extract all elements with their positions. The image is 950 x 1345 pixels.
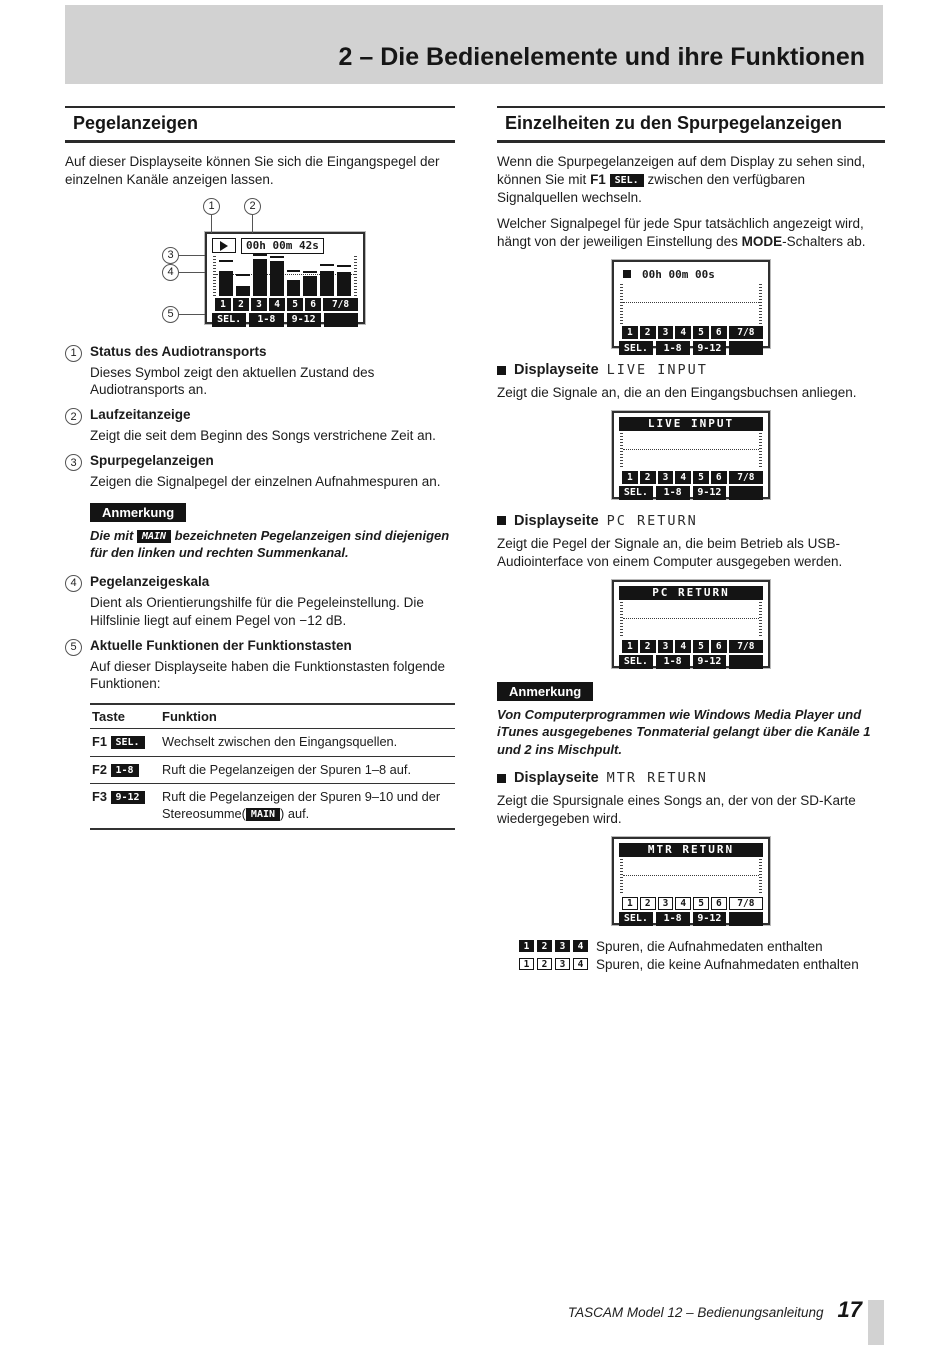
item-title: Status des Audiotransports xyxy=(90,343,267,359)
function-key-labels xyxy=(619,341,763,355)
note-box xyxy=(497,682,885,759)
main-badge: MAIN xyxy=(137,530,171,543)
list-item-2 xyxy=(65,407,455,445)
meter-scale-left xyxy=(620,433,623,469)
meter-bar xyxy=(287,256,301,296)
repeated-label: 1-8 xyxy=(249,313,283,327)
p1-seg1: Wenn die Spurpegelanzeigen auf dem Display zu sehen sind, können Sie mit xyxy=(497,154,866,187)
callout-line-1 xyxy=(211,215,212,233)
repeated-label: 1-8 xyxy=(656,655,690,669)
repeated-label: 1 xyxy=(622,471,638,484)
legend-recorded xyxy=(519,939,885,954)
minus12db-line xyxy=(623,302,759,303)
lcd-title: MTR RETURN xyxy=(619,843,763,857)
black-square-icon xyxy=(497,774,506,783)
track-badges-filled xyxy=(519,940,588,952)
meter-area xyxy=(620,859,762,895)
note-label: Anmerkung xyxy=(90,503,186,522)
p2-seg1: Welcher Signalpegel für jede Spur tatsächlich angezeigt wird, hängt von der jeweiligen Einstellung des xyxy=(497,216,864,250)
fkey-function-seg1: Ruft die Pegelanzeigen der Spuren 9–10 und der Stereosumme( xyxy=(162,789,441,822)
note-text xyxy=(90,527,455,562)
elapsed-time: 00h 00m 42s xyxy=(241,238,324,254)
channel-labels-outline xyxy=(622,897,763,910)
track-badges-outline xyxy=(519,958,588,970)
meter-bar xyxy=(303,256,317,296)
main-badge: MAIN xyxy=(246,808,280,821)
repeated-label: 1-8 xyxy=(656,486,690,500)
callout-line-4 xyxy=(179,272,205,273)
sel-badge: SEL. xyxy=(610,174,644,187)
meter-bar xyxy=(236,256,250,296)
callout-line-5 xyxy=(179,314,205,315)
fkey-name: F3 xyxy=(92,789,107,805)
section-title: Pegelanzeigen xyxy=(73,113,199,133)
repeated-label: 9-12 xyxy=(287,313,321,327)
item-number: 5 xyxy=(65,639,82,656)
repeated-label: 3 xyxy=(555,940,570,952)
repeated-label: 1 xyxy=(215,298,231,311)
display-page-name: PC RETURN xyxy=(606,512,698,529)
live-input-body: Zeigt die Signale an, die an den Eingangsbuchsen anliegen. xyxy=(497,385,857,401)
lcd-screen-stopped xyxy=(612,260,770,354)
legend-text: Spuren, die keine Aufnahmedaten enthalten xyxy=(596,956,859,972)
repeated-label: 6 xyxy=(305,298,321,311)
table-row xyxy=(90,756,455,784)
repeated-label: 3 xyxy=(658,897,674,910)
repeated-label: 3 xyxy=(251,298,267,311)
repeated-label: 4 xyxy=(675,897,691,910)
subheading-live-input xyxy=(497,362,885,378)
meter-scale-right xyxy=(759,859,762,895)
meter-scale-right xyxy=(759,433,762,469)
page-footer xyxy=(568,1297,862,1323)
meter-scale-left xyxy=(620,859,623,895)
repeated-label: 7/8 xyxy=(323,298,358,311)
display-page-name: MTR RETURN xyxy=(606,770,708,787)
p1-seg2: zwischen den verfügbaren Signalquellen wechseln. xyxy=(497,171,806,205)
meter-bar xyxy=(253,256,267,296)
meter-bar xyxy=(270,256,284,296)
item-body: Zeigen die Signalpegel der einzelnen Aufnahmespuren an. xyxy=(90,474,441,490)
mtr-return-body: Zeigt die Spursignale eines Songs an, der von der SD-Karte wiedergegeben wird. xyxy=(497,793,856,826)
meter-bar xyxy=(337,256,351,296)
stop-icon xyxy=(623,270,631,278)
chapter-edge-tab xyxy=(868,1300,884,1345)
play-icon xyxy=(220,241,228,251)
repeated-label: SEL. xyxy=(619,341,653,355)
repeated-label: SEL. xyxy=(619,655,653,669)
function-key-labels xyxy=(619,655,763,669)
repeated-label: 1 xyxy=(519,958,534,970)
repeated-label: 6 xyxy=(711,326,727,339)
note-box xyxy=(90,503,455,562)
p2-mode: MODE xyxy=(741,234,783,250)
elapsed-time: 00h 00m 00s xyxy=(642,267,715,281)
note-text: Von Computerprogrammen wie Windows Media Player und iTunes ausgegebenes Tonmaterial gelangt über die Kanäle 1 und 2 ins Mischpult. xyxy=(497,706,871,757)
table-header-funktion: Funktion xyxy=(160,704,455,729)
meter-area xyxy=(213,256,357,296)
fkey-function-seg2: ) auf. xyxy=(280,806,310,822)
item-title: Pegelanzeigeskala xyxy=(90,573,210,589)
repeated-label: 9-12 xyxy=(693,341,727,355)
repeated-label: 2 xyxy=(233,298,249,311)
repeated-label: 7/8 xyxy=(729,326,763,339)
repeated-label: 7/8 xyxy=(729,897,763,910)
list-item-1 xyxy=(65,344,455,400)
range-9-12-badge: 9-12 xyxy=(111,791,145,804)
repeated-label: 9-12 xyxy=(693,486,727,500)
repeated-label: 4 xyxy=(675,471,691,484)
callout-line-3 xyxy=(179,255,205,256)
note-text-seg2: bezeichneten Pegelanzeigen sind diejenigen für den linken und rechten Summenkanal. xyxy=(90,527,450,561)
repeated-label: 5 xyxy=(287,298,303,311)
fkey-function: Wechselt zwischen den Eingangsquellen. xyxy=(160,729,455,757)
repeated-label: 5 xyxy=(693,897,709,910)
list-item-4 xyxy=(65,574,455,630)
section-heading-einzelheiten xyxy=(497,106,885,143)
repeated-label: 1 xyxy=(519,940,534,952)
subheading-label: Displayseite xyxy=(514,770,599,787)
minus12db-line xyxy=(623,449,759,450)
range-1-8-badge: 1-8 xyxy=(111,764,139,777)
paragraph-2 xyxy=(497,215,885,251)
section-heading-pegelanzeigen xyxy=(65,106,455,143)
item-number: 2 xyxy=(65,408,82,425)
lcd-screen-pc-return xyxy=(612,580,770,668)
item-body: Dient als Orientierungshilfe für die Pegeleinstellung. Die Hilfslinie liegt auf einem Pegel von −12 dB. xyxy=(90,594,424,628)
repeated-label: 5 xyxy=(693,326,709,339)
item-body: Dieses Symbol zeigt den aktuellen Zustand des Audiotransports an. xyxy=(90,364,375,398)
channel-labels xyxy=(215,298,358,311)
repeated-label xyxy=(324,313,358,327)
repeated-label: 1 xyxy=(622,326,638,339)
display-page-name: LIVE INPUT xyxy=(606,362,708,379)
function-key-table xyxy=(90,703,455,830)
list-item-3 xyxy=(65,453,455,491)
function-key-labels xyxy=(619,912,763,926)
function-key-labels xyxy=(212,313,358,327)
subheading-label: Displayseite xyxy=(514,512,599,529)
pc-return-body: Zeigt die Pegel der Signale an, die beim Betrieb als USB-Audiointerface von einem Computer ausgegeben werden. xyxy=(497,535,843,569)
repeated-label: 1 xyxy=(622,897,638,910)
fkey-function xyxy=(160,784,455,829)
item-body: Zeigt die seit dem Beginn des Songs verstrichene Zeit an. xyxy=(90,428,436,444)
repeated-label: SEL. xyxy=(619,912,653,926)
item-number: 3 xyxy=(65,454,82,471)
lcd-screen-main xyxy=(205,232,365,324)
callout-line-2 xyxy=(252,215,253,233)
paragraph-1 xyxy=(497,153,885,206)
callout-1: 1 xyxy=(203,198,220,215)
repeated-label: 1-8 xyxy=(656,912,690,926)
meter-scale-right xyxy=(759,284,762,324)
meter-scale-left xyxy=(620,284,623,324)
repeated-label: 7/8 xyxy=(729,640,763,653)
right-column xyxy=(497,106,885,975)
repeated-label: 4 xyxy=(675,640,691,653)
repeated-label: 4 xyxy=(269,298,285,311)
repeated-label xyxy=(729,341,763,355)
repeated-label: 6 xyxy=(711,897,727,910)
list-item-5 xyxy=(65,638,455,694)
repeated-label: 4 xyxy=(675,326,691,339)
repeated-label: 3 xyxy=(658,326,674,339)
lcd-screen-live-input xyxy=(612,411,770,499)
item-title: Aktuelle Funktionen der Funktionstasten xyxy=(90,637,352,653)
table-row xyxy=(90,729,455,757)
repeated-label: 2 xyxy=(640,897,656,910)
repeated-label: 5 xyxy=(693,640,709,653)
table-row xyxy=(90,784,455,829)
repeated-label: 3 xyxy=(555,958,570,970)
repeated-label: 9-12 xyxy=(693,912,727,926)
note-text-seg1: Die mit xyxy=(90,527,137,543)
meter-area xyxy=(620,284,762,324)
channel-labels xyxy=(622,471,763,484)
repeated-label: 7/8 xyxy=(729,471,763,484)
repeated-label: 5 xyxy=(693,471,709,484)
lcd-title: PC RETURN xyxy=(619,586,763,600)
repeated-label: 2 xyxy=(640,471,656,484)
meter-scale-left xyxy=(213,256,216,296)
callout-5: 5 xyxy=(162,306,179,323)
repeated-label: 2 xyxy=(537,940,552,952)
black-square-icon xyxy=(497,516,506,525)
repeated-label: 4 xyxy=(573,940,588,952)
legend-text: Spuren, die Aufnahmedaten enthalten xyxy=(596,938,823,954)
legend-empty xyxy=(519,957,885,972)
note-label: Anmerkung xyxy=(497,682,593,701)
black-square-icon xyxy=(497,366,506,375)
track-level-meters xyxy=(219,256,351,296)
intro-paragraph: Auf dieser Displayseite können Sie sich die Eingangspegel der einzelnen Kanäle anzeigen lassen. xyxy=(65,154,440,187)
channel-labels xyxy=(622,640,763,653)
left-column xyxy=(65,106,455,975)
repeated-label: 2 xyxy=(640,640,656,653)
channel-labels xyxy=(622,326,763,339)
item-body: Auf dieser Displayseite haben die Funktionstasten folgende Funktionen: xyxy=(90,658,445,692)
chapter-title: 2 – Die Bedienelemente und ihre Funktionen xyxy=(338,43,865,71)
item-title: Spurpegelanzeigen xyxy=(90,453,214,469)
repeated-label: 6 xyxy=(711,640,727,653)
transport-status-box xyxy=(212,238,236,253)
repeated-label: 3 xyxy=(658,640,674,653)
chapter-header-band xyxy=(65,5,883,84)
callout-2: 2 xyxy=(244,198,261,215)
repeated-label: 2 xyxy=(640,326,656,339)
meter-bar xyxy=(320,256,334,296)
table-header-taste: Taste xyxy=(90,704,160,729)
repeated-label: 1 xyxy=(622,640,638,653)
lcd-title: LIVE INPUT xyxy=(619,417,763,431)
p2-seg2: -Schalters ab. xyxy=(782,234,866,250)
item-number: 4 xyxy=(65,575,82,592)
repeated-label: 1-8 xyxy=(656,341,690,355)
repeated-label: SEL. xyxy=(212,313,246,327)
level-meter-diagram xyxy=(65,198,455,334)
repeated-label: SEL. xyxy=(619,486,653,500)
p1-key: F1 xyxy=(590,171,606,187)
minus12db-line xyxy=(623,618,759,619)
minus12db-line xyxy=(623,875,759,876)
repeated-label xyxy=(729,912,763,926)
meter-area xyxy=(620,433,762,469)
fkey-name: F1 xyxy=(92,734,107,750)
meter-area xyxy=(620,602,762,638)
subheading-mtr-return xyxy=(497,770,885,786)
repeated-label: 9-12 xyxy=(693,655,727,669)
subheading-pc-return xyxy=(497,513,885,529)
item-title: Laufzeitanzeige xyxy=(90,407,191,423)
item-number: 1 xyxy=(65,345,82,362)
repeated-label xyxy=(729,486,763,500)
meter-scale-right xyxy=(354,256,357,296)
callout-3: 3 xyxy=(162,247,179,264)
callout-4: 4 xyxy=(162,264,179,281)
repeated-label: 6 xyxy=(711,471,727,484)
repeated-label: 4 xyxy=(573,958,588,970)
meter-bar xyxy=(219,256,233,296)
function-key-labels xyxy=(619,486,763,500)
section-title: Einzelheiten zu den Spurpegelanzeigen xyxy=(505,113,843,133)
meter-scale-right xyxy=(759,602,762,638)
meter-scale-left xyxy=(620,602,623,638)
repeated-label: 3 xyxy=(658,471,674,484)
fkey-name: F2 xyxy=(92,761,107,777)
sel-badge: SEL. xyxy=(111,736,145,749)
page-number: 17 xyxy=(837,1297,862,1322)
repeated-label xyxy=(729,655,763,669)
repeated-label: 2 xyxy=(537,958,552,970)
manual-title: TASCAM Model 12 – Bedienungsanleitung xyxy=(567,1305,824,1320)
fkey-function: Ruft die Pegelanzeigen der Spuren 1–8 auf. xyxy=(160,756,455,784)
subheading-label: Displayseite xyxy=(514,362,599,379)
lcd-screen-mtr-return xyxy=(612,837,770,925)
